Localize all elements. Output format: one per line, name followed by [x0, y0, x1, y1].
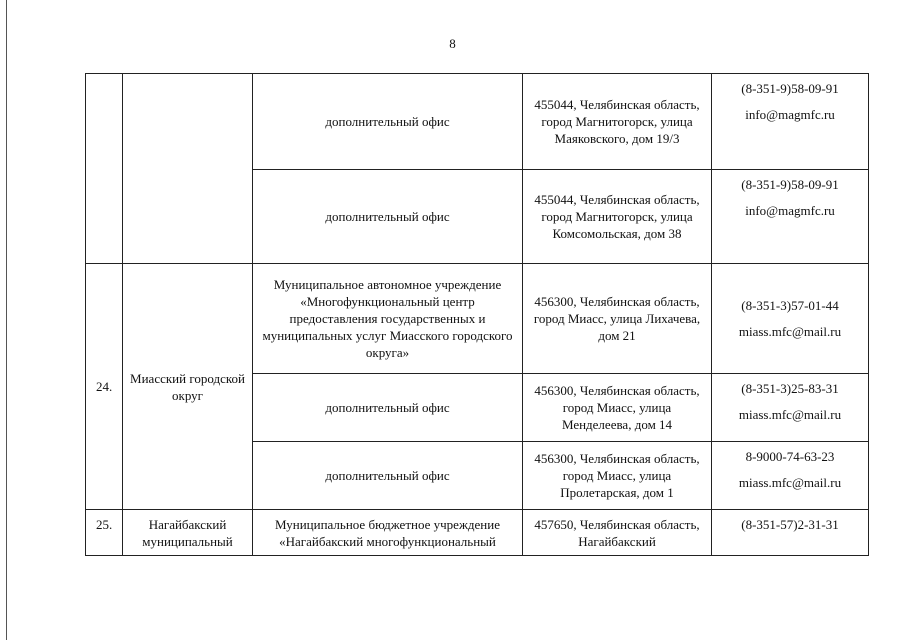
- contact-cell: [712, 374, 869, 442]
- address-cell: 456300, Челябинская область, город Миасс, улица Пролетарская, дом 1: [523, 442, 712, 510]
- contact-cell: [712, 442, 869, 510]
- row-number: 25.: [96, 517, 113, 532]
- district-cell-empty: [123, 74, 253, 264]
- phone-text: 8-9000-74-63-23: [745, 449, 835, 464]
- address-cell: 457650, Челябинская область, Нагайбакский: [523, 510, 712, 556]
- page-number: 8: [449, 36, 456, 51]
- mfc-registry-table: [85, 73, 869, 556]
- phone-text: (8-351-3)25-83-31: [741, 381, 839, 396]
- contact-cell: [712, 170, 869, 264]
- office-cell: дополнительный офис: [253, 374, 523, 442]
- email-text: info@magmfc.ru: [745, 203, 835, 218]
- phone-text: (8-351-9)58-09-91: [741, 177, 839, 192]
- address-cell: 456300, Челябинская область, город Миасс, улица Лихачева, дом 21: [523, 264, 712, 374]
- address-cell: 456300, Челябинская область, город Миасс, улица Менделеева, дом 14: [523, 374, 712, 442]
- address-cell: 455044, Челябинская область, город Магнитогорск, улица Маяковского, дом 19/3: [523, 74, 712, 170]
- phone-text: (8-351-3)57-01-44: [741, 298, 839, 313]
- office-cell: Муниципальное автономное учреждение «Многофункциональный центр предоставления государственных и муниципальных услуг Миасского городского округа»: [253, 264, 523, 374]
- address-cell: 455044, Челябинская область, город Магнитогорск, улица Комсомольская, дом 38: [523, 170, 712, 264]
- district-cell: Нагайбакский муниципальный: [123, 510, 253, 556]
- row-number-cell: [86, 510, 123, 556]
- row-number-cell: [86, 264, 123, 510]
- page-edge-line: [6, 0, 7, 640]
- office-cell: дополнительный офис: [253, 442, 523, 510]
- office-cell: дополнительный офис: [253, 170, 523, 264]
- email-text: miass.mfc@mail.ru: [738, 407, 842, 422]
- row-number-cell-empty: [86, 74, 123, 264]
- contact-cell: [712, 264, 869, 374]
- contact-cell: [712, 510, 869, 556]
- row-number: 24.: [96, 379, 113, 394]
- phone-text: (8-351-9)58-09-91: [741, 81, 839, 96]
- table-row: [86, 264, 869, 374]
- office-cell: Муниципальное бюджетное учреждение «Нагайбакский многофункциональный: [253, 510, 523, 556]
- office-cell: дополнительный офис: [253, 74, 523, 170]
- email-text: info@magmfc.ru: [745, 107, 835, 122]
- phone-text: (8-351-57)2-31-31: [741, 517, 839, 532]
- email-text: miass.mfc@mail.ru: [738, 324, 842, 339]
- contact-cell: [712, 74, 869, 170]
- district-cell: Миасский городской округ: [123, 264, 253, 510]
- table-row: [86, 74, 869, 170]
- email-text: miass.mfc@mail.ru: [738, 475, 842, 490]
- table-row: [86, 510, 869, 556]
